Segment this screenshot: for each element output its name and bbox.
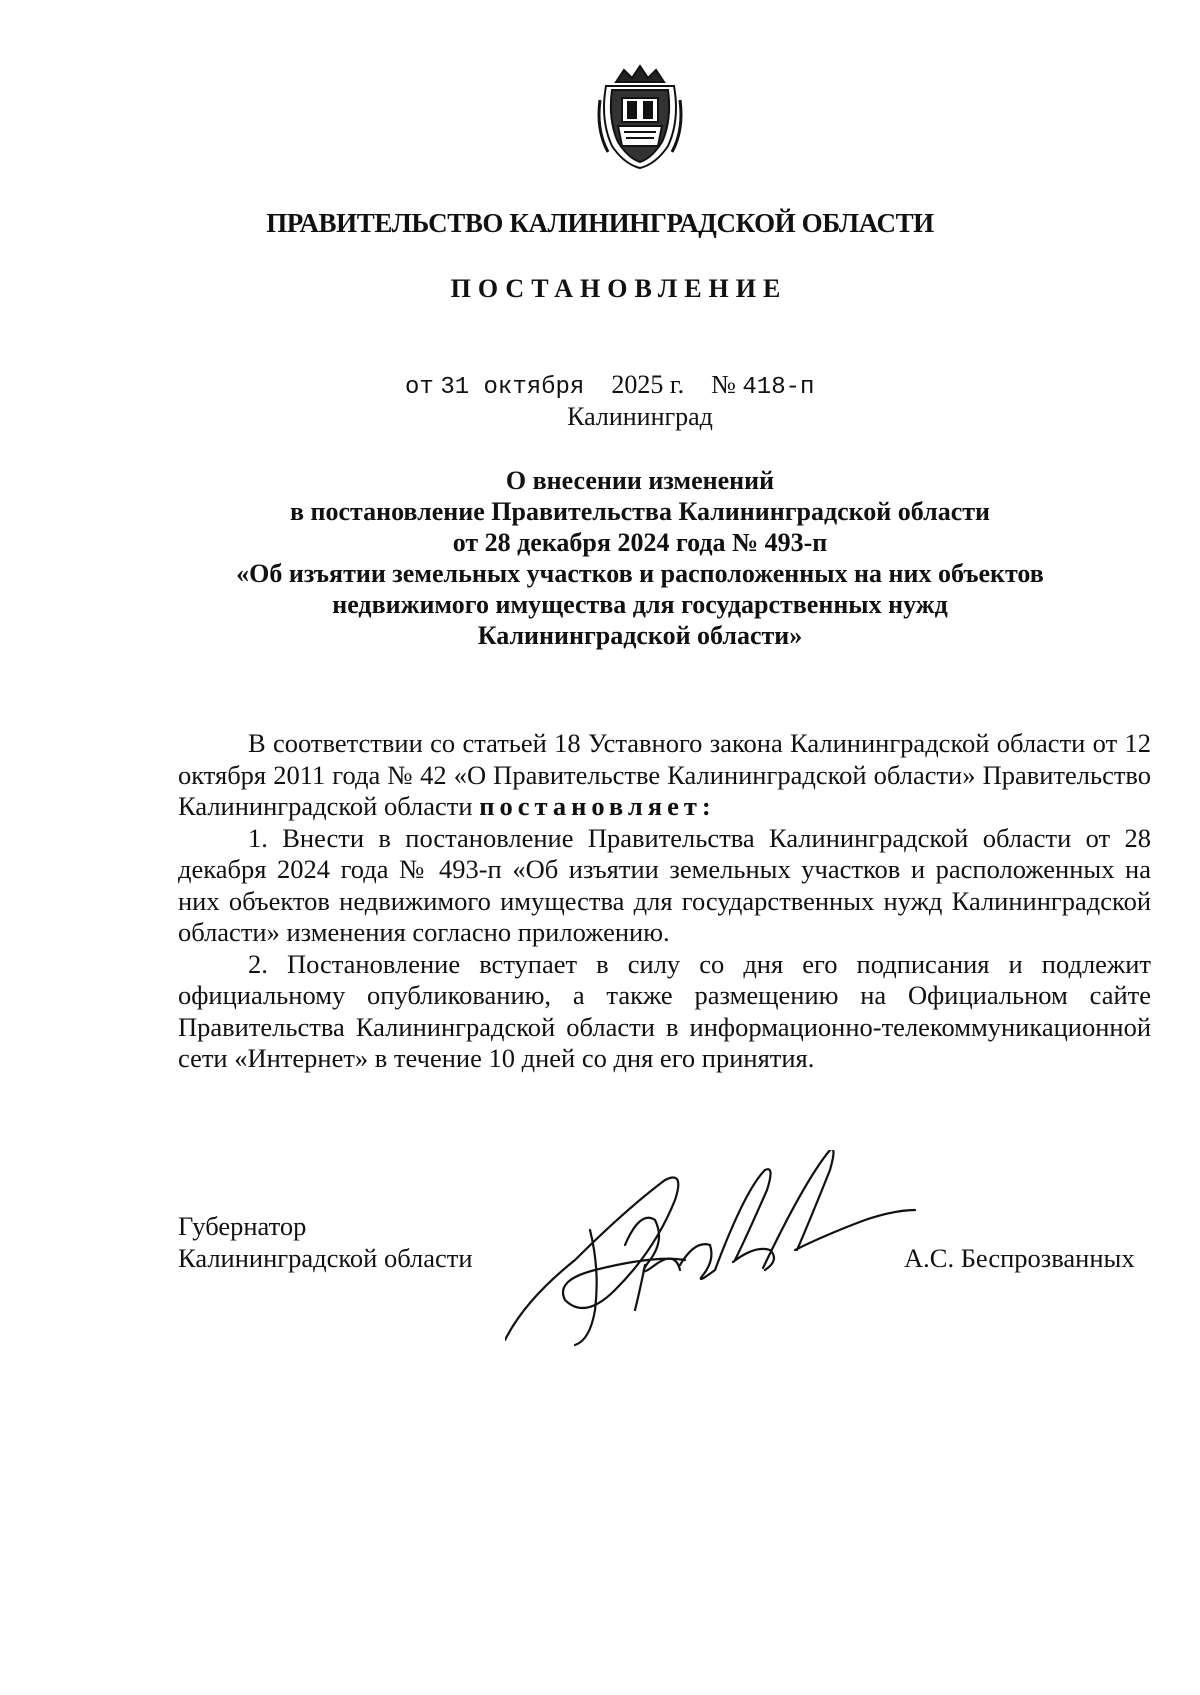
title-line: Калининградской области»: [477, 621, 803, 650]
title-line: недвижимого имущества для государственных нужд: [332, 590, 948, 619]
title-line: О внесении изменений: [505, 466, 775, 495]
preamble-verb: постановляет:: [479, 791, 716, 821]
number-sign: №: [711, 370, 736, 399]
signatory-position: [178, 1210, 473, 1274]
position-line: Калининградской области: [178, 1243, 473, 1273]
preamble-text: В соответствии со статьей 18 Уставного закона Калининградской области от 12 октября 2011 года № 42 «О Правительстве Калининградской области» Правительство Калининградской области: [178, 728, 1151, 821]
document-type: ПОСТАНОВЛЕНИЕ: [450, 274, 788, 303]
date-year: 2025 г.: [611, 370, 685, 399]
document-body: [178, 728, 1151, 1075]
title-line: от 28 декабря 2024 года № 493-п: [452, 528, 828, 557]
signatory-name: А.С. Беспрозванных: [904, 1243, 1135, 1273]
preamble-paragraph: [178, 728, 1151, 823]
handwritten-signature-icon: [505, 1150, 945, 1350]
item-2-paragraph: 2. Постановление вступает в силу со дня его подписания и подлежит официальному опубликованию, а также размещению на Официальном сайте Правительства Калининградской области в информационно-телекоммуникационной сети «Интернет» в течение 10 дней со дня его принятия.: [178, 948, 1151, 1073]
item-1-paragraph: 1. Внести в постановление Правительства Калининградской области от 28 декабря 2024 года № 493-п «Об изъятии земельных участков и расположенных на них объектов недвижимого имущества для государственных нужд Калининградской области» изменения согласно приложению.: [178, 822, 1151, 947]
date-number-line: [405, 370, 814, 401]
title-line: «Об изъятии земельных участков и расположенных на них объектов: [236, 559, 1044, 588]
coat-of-arms-icon: [594, 60, 686, 172]
position-line: Губернатор: [178, 1211, 307, 1241]
city: Калининград: [567, 402, 713, 431]
title-line: в постановление Правительства Калининградской области: [289, 497, 991, 526]
date-value: 31 октября: [440, 374, 585, 401]
date-prefix: от: [405, 374, 434, 401]
government-name: ПРАВИТЕЛЬСТВО КАЛИНИНГРАДСКОЙ ОБЛАСТИ: [266, 208, 934, 238]
document-title: [160, 465, 1120, 651]
document-number: 418-п: [742, 374, 815, 401]
